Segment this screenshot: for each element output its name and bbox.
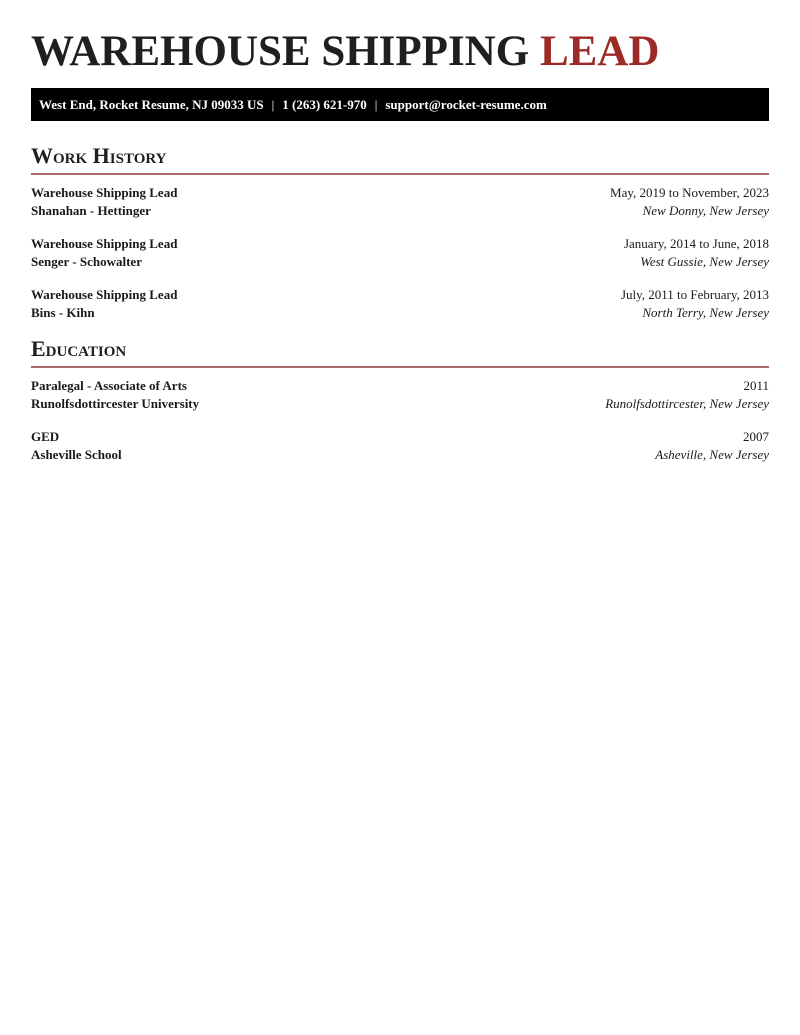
work-position: Warehouse Shipping Lead xyxy=(31,185,178,200)
work-dates: January, 2014 to June, 2018 xyxy=(623,236,769,251)
work-company: Shanahan - Hettinger xyxy=(31,203,151,218)
education-school: Asheville School xyxy=(31,447,122,462)
title-accent: LEAD xyxy=(539,28,660,75)
contact-separator: | xyxy=(271,96,275,112)
section-title-work-history: Work History xyxy=(31,143,769,175)
work-company: Senger - Schowalter xyxy=(31,254,142,269)
work-location: New Donny, New Jersey xyxy=(642,203,769,218)
contact-phone: 1 (263) 621-970 xyxy=(282,96,367,112)
education-year: 2011 xyxy=(743,378,769,393)
work-location: West Gussie, New Jersey xyxy=(640,254,769,269)
work-entry xyxy=(31,184,769,220)
education-entry xyxy=(31,428,769,464)
education-year: 2007 xyxy=(743,429,769,444)
contact-separator: | xyxy=(374,96,378,112)
education-section xyxy=(31,336,769,464)
education-school: Runolfsdottircester University xyxy=(31,396,200,411)
contact-email: support@rocket-resume.com xyxy=(385,96,547,112)
work-position: Warehouse Shipping Lead xyxy=(31,287,178,302)
education-location: Runolfsdottircester, New Jersey xyxy=(605,396,769,411)
resume-title xyxy=(31,28,769,76)
work-dates: July, 2011 to February, 2013 xyxy=(620,287,769,302)
work-position: Warehouse Shipping Lead xyxy=(31,236,178,251)
education-degree: Paralegal - Associate of Arts xyxy=(31,378,187,393)
education-degree: GED xyxy=(31,429,60,444)
contact-address: West End, Rocket Resume, NJ 09033 US xyxy=(39,96,264,112)
work-entry xyxy=(31,286,769,322)
work-entry xyxy=(31,235,769,271)
education-location: Asheville, New Jersey xyxy=(655,447,769,462)
work-location: North Terry, New Jersey xyxy=(642,305,769,320)
work-dates: May, 2019 to November, 2023 xyxy=(610,185,769,200)
contact-bar xyxy=(31,88,769,121)
section-title-education: Education xyxy=(31,336,769,368)
title-main: WAREHOUSE SHIPPING xyxy=(31,28,530,75)
work-company: Bins - Kihn xyxy=(31,305,95,320)
education-entry xyxy=(31,377,769,413)
work-history-section xyxy=(31,143,769,322)
